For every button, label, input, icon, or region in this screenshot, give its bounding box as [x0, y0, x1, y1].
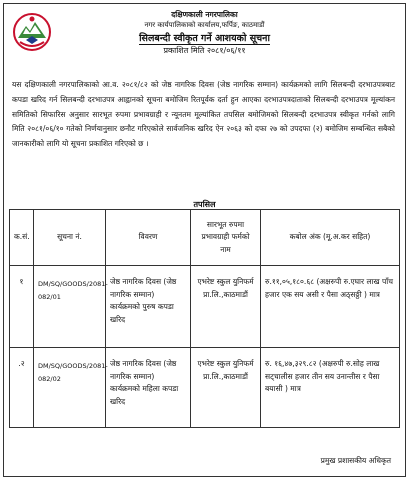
header-firm: सारभूत रुपमा प्रभावग्राही फर्मको नाम: [191, 210, 261, 266]
table-row: [10, 348, 400, 428]
row-firm: एभरेष्ट स्कुल युनिफर्म प्रा.लि.,काठमाडौं: [191, 348, 261, 428]
row-notice-no: DM/SQ/GOODS/2081-082/02: [34, 348, 106, 428]
header-notice-no: सूचना नं.: [34, 210, 106, 266]
table-header-row: [10, 210, 400, 266]
row-description: जेष्ठ नागरिक दिवस (जेष्ठ नागरिक सम्मान) कार्यक्रमको महिला कपडा खरिद: [106, 348, 191, 428]
notice-title: [4, 31, 405, 44]
notice-page: [3, 3, 406, 477]
row-sn: १: [10, 266, 34, 348]
row-bid: रु.११,०५,१८०.६८ (अक्षरुपी रु.एघार लाख पाँच हजार एक सय असी र पैसा अठ्सठ्ठी ) मात्र: [261, 266, 400, 348]
signature-title: प्रमुख प्रशासकीय अधिकृत: [320, 456, 391, 465]
table-title-text: तपसिल: [193, 200, 216, 209]
municipality-name: दक्षिणकाली नगरपालिका: [171, 10, 238, 19]
header-bid: कबोल अंक (मू.अ.कर सहित): [261, 210, 400, 266]
row-notice-no: DM/SQ/GOODS/2081-082/01: [34, 266, 106, 348]
notice-body: यस दक्षिणकाली नगरपालिकाको आ.व. २०८१/८२ को जेष्ठ नागरिक दिवस (जेष्ठ नागरिक सम्मान) कार्यक्रमको लागि सिलबन्दी दरभाउपत्रबाट कपडा खरिद गर्न सिलबन्दी दरभाउपत्र आह्वानको सूचना बमोजिम रितपूर्वक दर्ता हुन आएका दरभाउपत्रदाताको सिलबन्दी दरभाउपत्र मूल्यांकन समितिको सिफारिस अनुसार सारभूत रुपमा प्रभावग्राही र न्यूनतम मूल्यांकित तपसिल बमोजिमको सिलबन्दी दरभाउपत्र स्वीकृत गर्नको लागि मिति २०८१/०६/१० गतेको निर्णयानुसार छनौट गरिएकोले सार्वजनिक खरिद ऐन २०६३ को दफा २७ को उपदफा (२) बमोजिम सम्बन्धित सबैको जानकारीको लागि यो सूचना प्रकाशित गरिएको छ ।: [12, 80, 395, 149]
table-row: [10, 266, 400, 348]
award-table: [9, 209, 400, 428]
row-firm: एभरेष्ट स्कुल युनिफर्म प्रा.लि.,काठमाडौं: [191, 266, 261, 348]
row-description: जेष्ठ नागरिक दिवस (जेष्ठ नागरिक सम्मान) कार्यक्रमको पुरुष कपडा खरिद: [106, 266, 191, 348]
row-sn: .२: [10, 348, 34, 428]
office-name: नगर कार्यपालिकाको कार्यालय,फर्पिङ, काठमाडौं: [144, 21, 265, 29]
header-sn: क.सं.: [10, 210, 34, 266]
header-description: विवरण: [106, 210, 191, 266]
publish-date: प्रकाशित मिति २०८१/०६/११: [163, 46, 246, 55]
row-bid: रु. १६,४७,३२९.८२ (अक्षरुपी रु.सोह लाख सट्चालीस हजार तीन सय उनान्तीस र पैसा बयासी ) मात्र: [261, 348, 400, 428]
notice-title-text: सिलबन्दी स्वीकृत गर्ने आशयको सूचना: [139, 33, 270, 44]
